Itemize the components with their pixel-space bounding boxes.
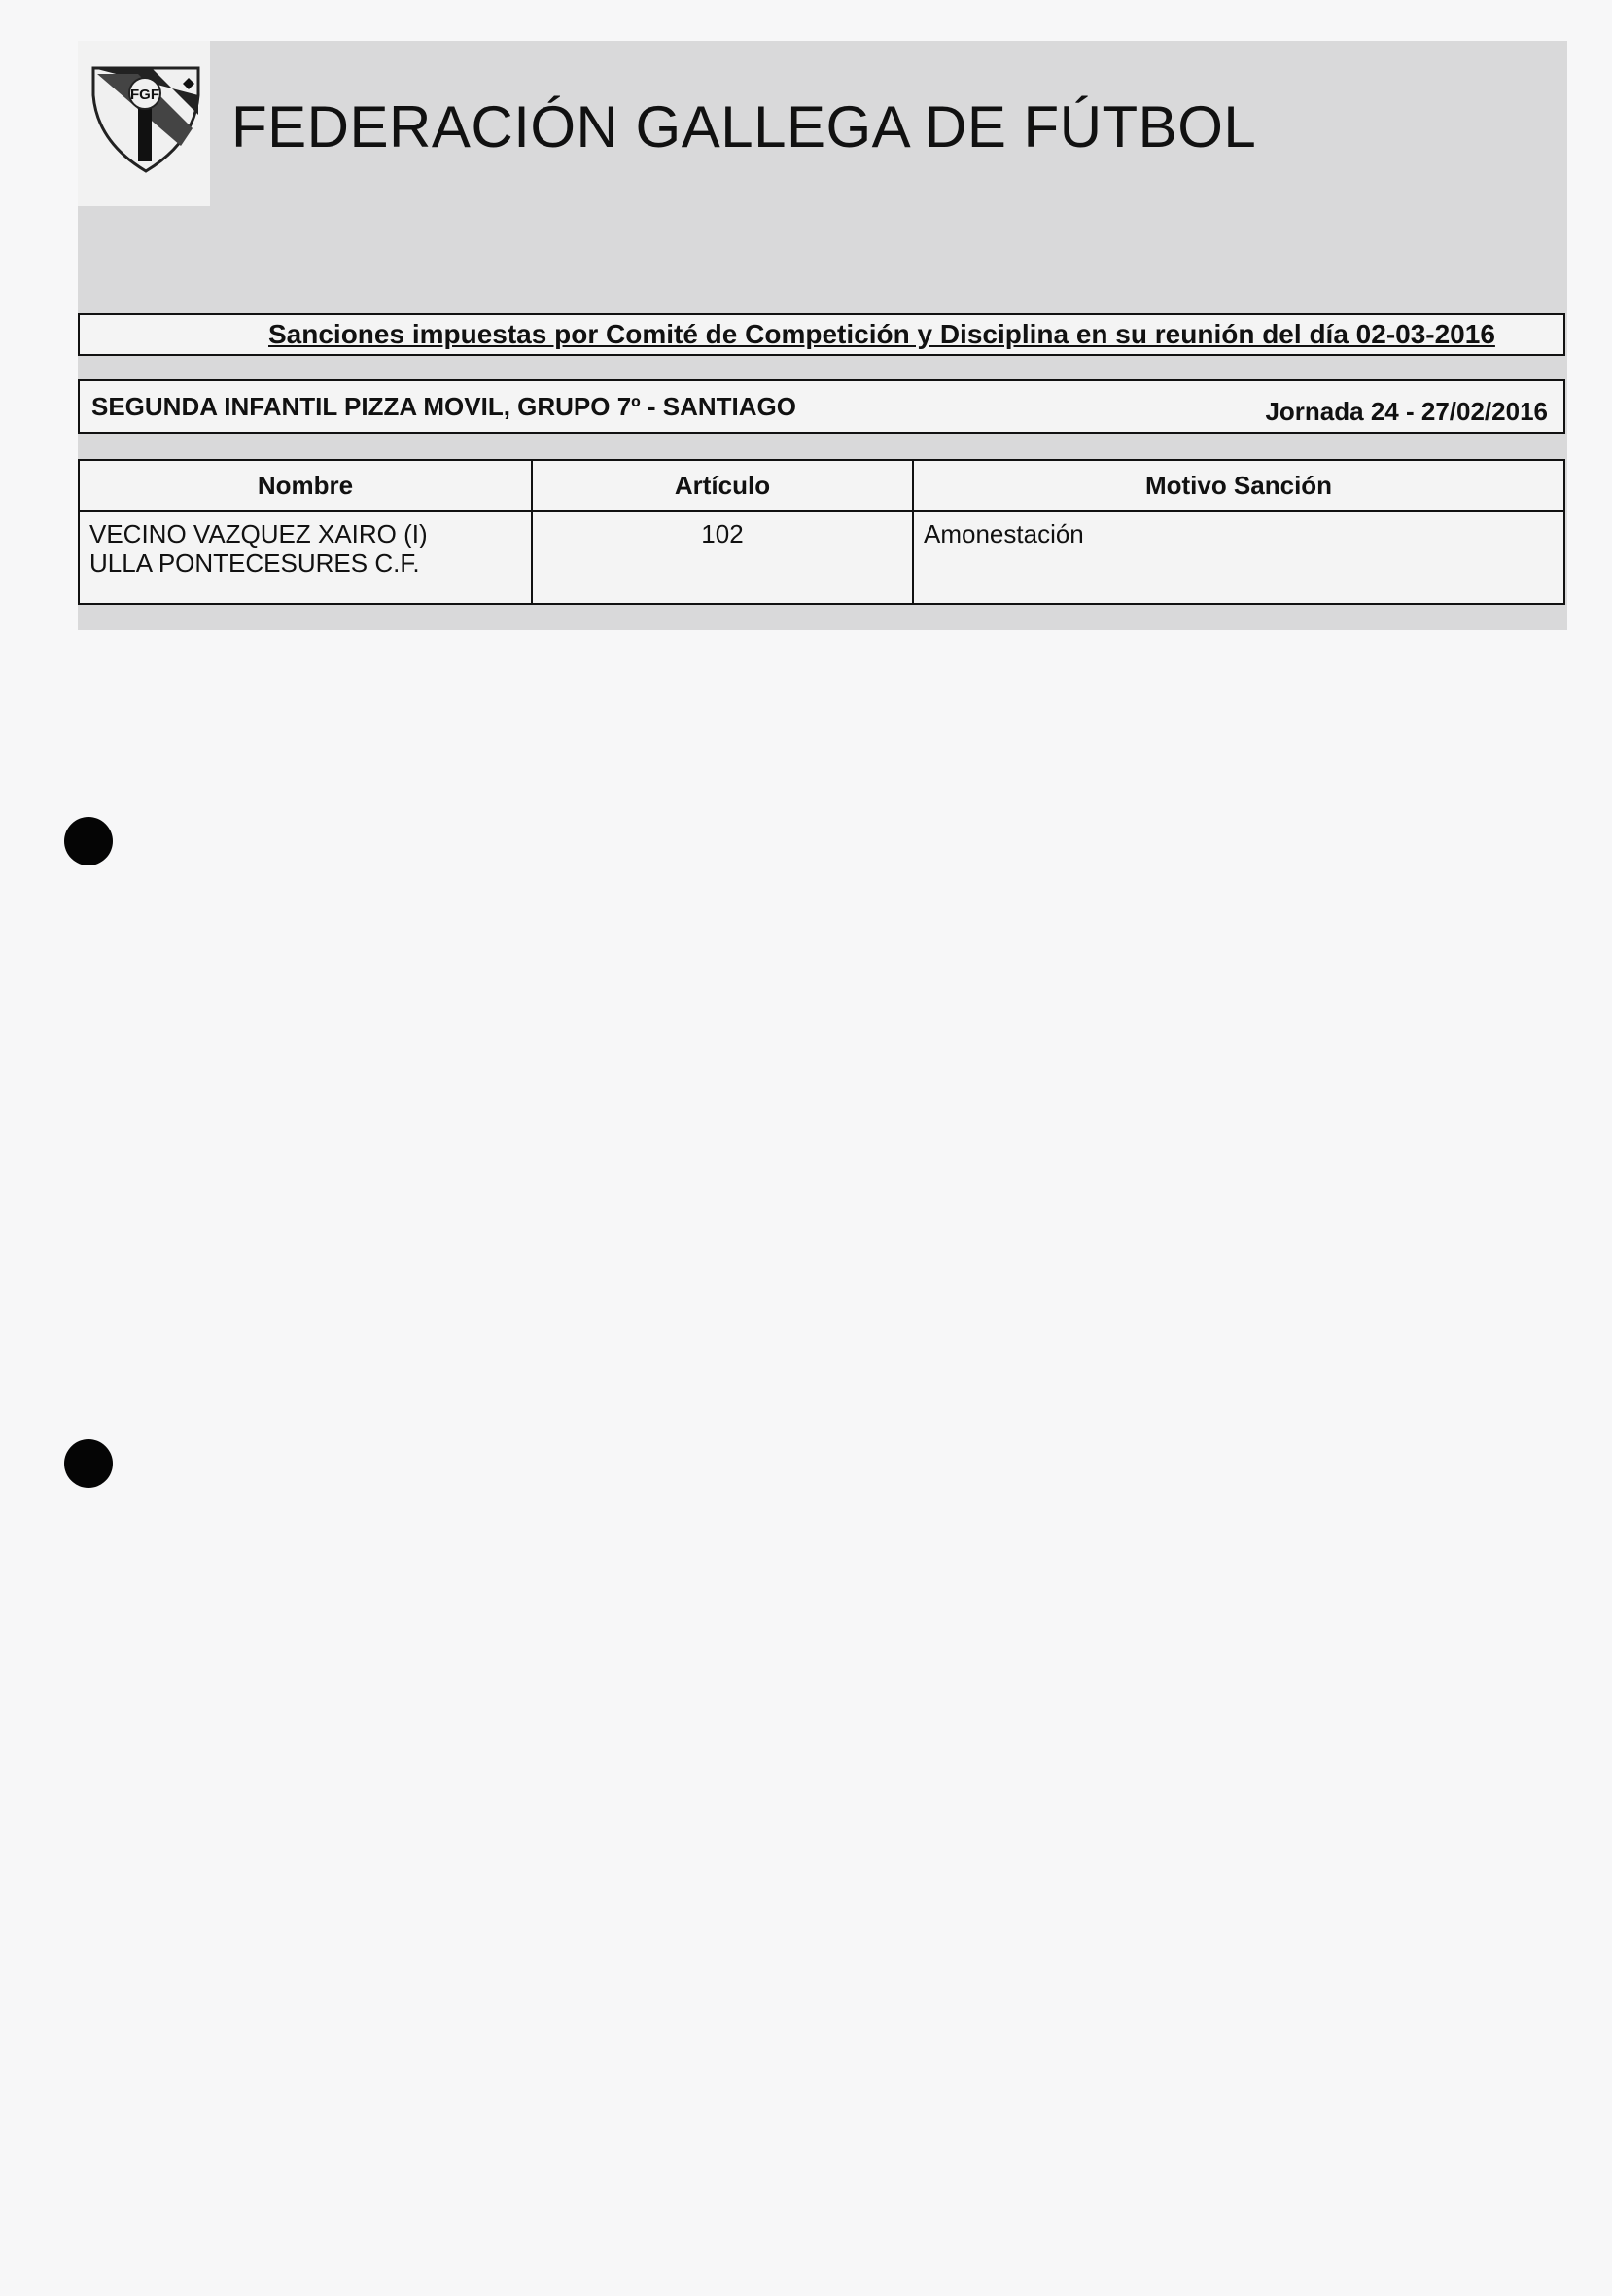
header-nombre: Nombre (79, 460, 532, 511)
punch-hole (64, 817, 113, 865)
fgf-shield-logo (84, 56, 208, 177)
header-motivo: Motivo Sanción (913, 460, 1564, 511)
federation-title: FEDERACIÓN GALLEGA DE FÚTBOL (231, 94, 1257, 159)
cell-motivo: Amonestación (913, 511, 1564, 604)
punch-hole (64, 1439, 113, 1488)
sanctions-table (78, 459, 1565, 605)
header-articulo: Artículo (532, 460, 913, 511)
sanciones-title: Sanciones impuestas por Comité de Competición y Disciplina en su reunión del día 02-03-2016 (268, 319, 1495, 349)
competition-group-box (78, 379, 1565, 434)
cell-nombre (79, 511, 532, 604)
table-row (79, 511, 1564, 604)
table-header-row (79, 460, 1564, 511)
player-name: VECINO VAZQUEZ XAIRO (I) (89, 519, 428, 548)
competition-group: SEGUNDA INFANTIL PIZZA MOVIL, GRUPO 7º - SANTIAGO (91, 392, 797, 421)
jornada-date: Jornada 24 - 27/02/2016 (1265, 397, 1548, 426)
logo-lettering: FGF (130, 87, 159, 103)
cell-articulo: 102 (532, 511, 913, 604)
club-name: ULLA PONTECESURES C.F. (89, 548, 420, 578)
sanciones-header-box (78, 313, 1565, 356)
